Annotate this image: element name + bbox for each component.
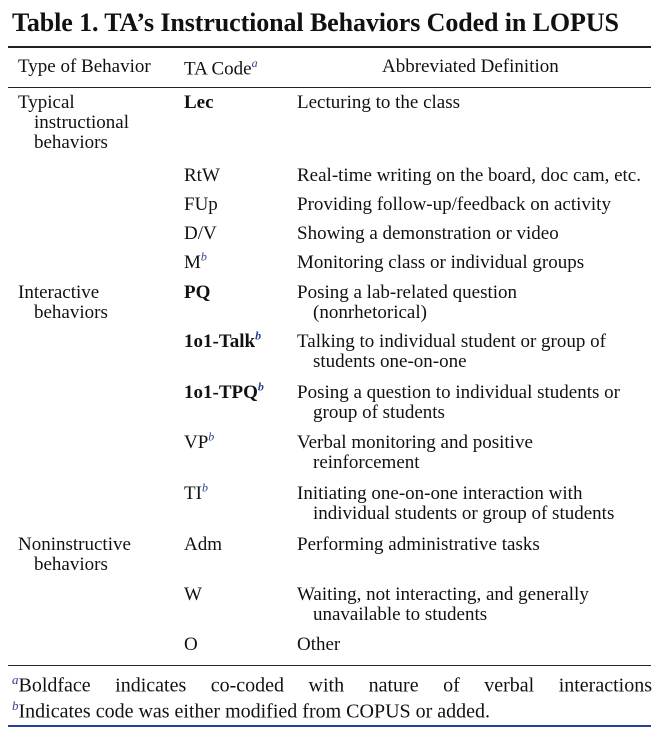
footnote-b: $^b$Indicates code was either modified from COPUS or added. (12, 698, 491, 723)
ta-code: PQ (184, 282, 211, 303)
definition (297, 383, 657, 423)
header-code: TA Code$^a$ (184, 56, 258, 80)
behavior-type (18, 535, 131, 575)
definition (297, 283, 657, 323)
definition-line: Real-time writing on the board, doc cam, etc. (297, 165, 641, 186)
header-rule (8, 87, 651, 88)
definition (297, 332, 657, 372)
ta-code: $VP^b$ (184, 429, 215, 453)
header-type: Type of Behavior (18, 56, 151, 77)
ta-code: $M^b$ (184, 249, 207, 273)
behavior-type-line: Interactive (18, 282, 100, 303)
ta-code: Lec (184, 92, 214, 113)
definition (297, 635, 657, 655)
definition-line: Monitoring class or individual groups (297, 252, 585, 273)
definition-line: Initiating one-on-one interaction with (297, 483, 583, 504)
top-rule (8, 46, 651, 48)
behavior-type (18, 283, 108, 323)
definition (297, 433, 657, 473)
footnote-mark: b (208, 429, 215, 444)
definition-line: Talking to individual student or group of (297, 331, 606, 352)
definition (297, 195, 657, 215)
footnote-a: $^a$Boldface indicates co-coded with nature of verbal interactions (12, 672, 652, 697)
definition-line: Lecturing to the class (297, 92, 461, 113)
definition (297, 166, 657, 186)
definition (297, 253, 657, 273)
table-title: Table 1. TA’s Instructional Behaviors Coded in LOPUS (12, 8, 619, 37)
definition-line: Waiting, not interacting, and generally (297, 584, 589, 605)
definition-line: reinforcement (313, 452, 420, 473)
ta-code: RtW (184, 165, 220, 186)
ta-code: D/V (184, 223, 217, 244)
behavior-type-line: behaviors (34, 554, 108, 575)
definition-line: Other (297, 634, 341, 655)
behavior-type-line: behaviors (34, 302, 108, 323)
definition-line: students one-on-one (313, 351, 467, 372)
definition-line: Verbal monitoring and positive (297, 432, 533, 453)
ta-code: $TI^b$ (184, 480, 208, 504)
definition-line: Showing a demonstration or video (297, 223, 559, 244)
behavior-type-line: Typical (18, 92, 75, 113)
behavior-type-line: Noninstructive (18, 534, 131, 555)
footnote-mark: b (201, 480, 208, 495)
definition-line: Posing a question to individual students or (297, 382, 620, 403)
behavior-type-line: behaviors (34, 132, 108, 153)
definition-line: Posing a lab-related question (297, 282, 518, 303)
ta-code: W (184, 584, 202, 605)
footnote-mark: b (257, 379, 264, 394)
ta-code: 1o1-TPQ$^b$ (184, 379, 264, 403)
header-code-footnote-mark: a (251, 56, 258, 70)
ta-code: Adm (184, 534, 222, 555)
ta-code: O (184, 634, 198, 655)
definition-line: individual students or group of students (313, 503, 615, 524)
definition-line: Performing administrative tasks (297, 534, 540, 555)
bottom-rule (8, 665, 651, 666)
definition (297, 224, 657, 244)
ta-code: FUp (184, 194, 218, 215)
definition (297, 535, 657, 555)
definition (297, 484, 657, 524)
header-definition: Abbreviated Definition (382, 56, 559, 77)
definition-line: group of students (313, 402, 445, 423)
definition-line: (nonrhetorical) (313, 302, 427, 323)
footnote-mark: b (200, 249, 207, 264)
definition (297, 93, 657, 113)
footnote-mark: b (255, 328, 262, 343)
behavior-type (18, 93, 129, 153)
final-rule (8, 725, 651, 727)
behavior-type-line: instructional (34, 112, 129, 133)
definition-line: unavailable to students (313, 604, 488, 625)
ta-code: 1o1-Talk$^b$ (184, 328, 262, 352)
definition (297, 585, 657, 625)
definition-line: Providing follow-up/feedback on activity (297, 194, 611, 215)
